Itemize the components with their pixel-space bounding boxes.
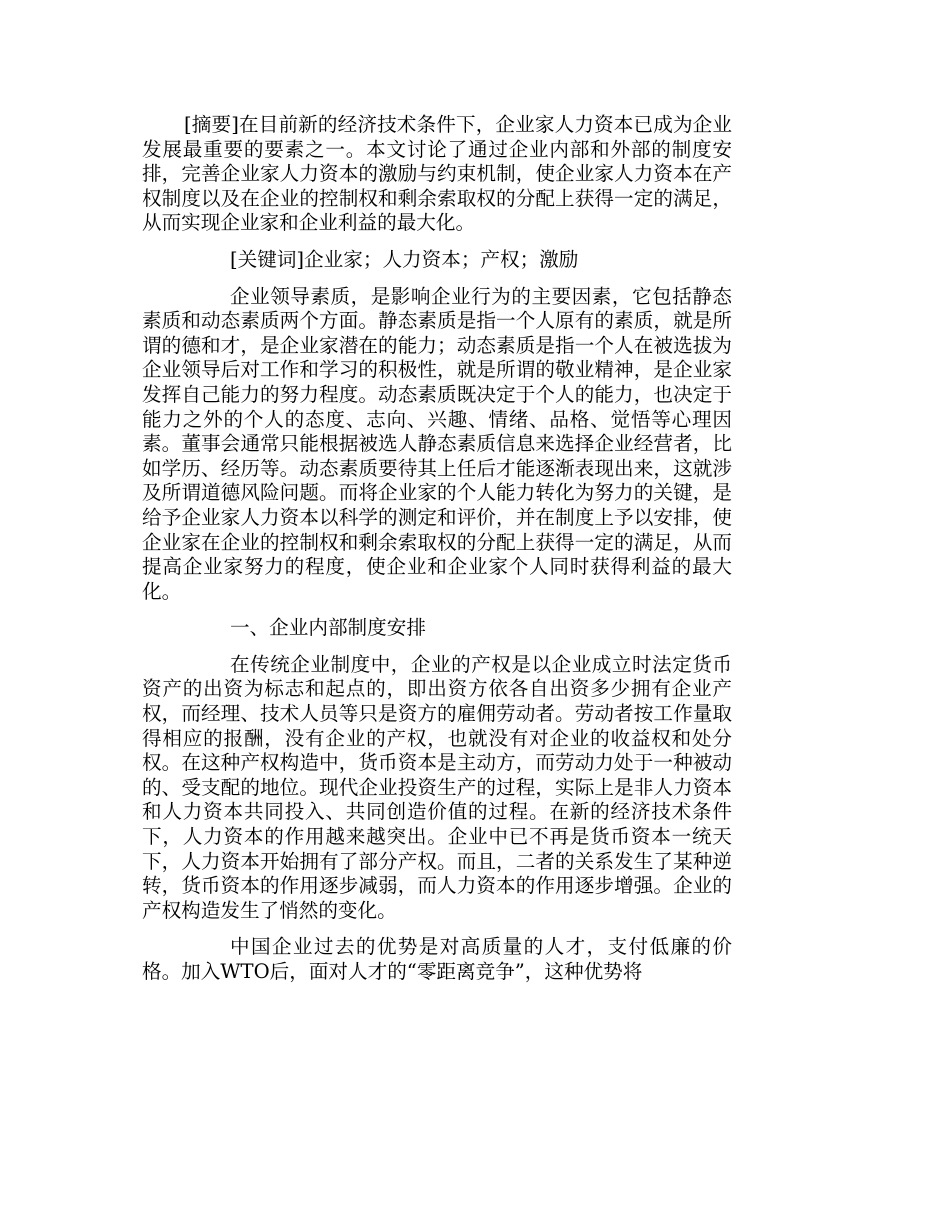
section-heading: 一、企业内部制度安排: [230, 616, 426, 640]
keywords-line: [关键词]企业家；人力资本；产权；激励: [230, 247, 579, 271]
abstract-paragraph: [摘要]在目前新的经济技术条件下，企业家人力资本已成为企业发展最重要的要素之一。本文讨论了通过企业内部和外部的制度安排，完善企业家人力资本的激励与约束机制，使企业家人力资本在产权制度以及在企业的控制权和剩余索取权的分配上获得一定的满足，从而实现企业家和企业利益的最大化。: [142, 113, 732, 235]
body-paragraph: 在传统企业制度中，企业的产权是以企业成立时法定货币资产的出资为标志和起点的，即出资方依各自出资多少拥有企业产权，而经理、技术人员等只是资方的雇佣劳动者。劳动者按工作量取得相应的报酬，没有企业的产权，也就没有对企业的收益权和处分权。在这种产权构造中，货币资本是主动方，而劳动力处于一种被动的、受支配的地位。现代企业投资生产的过程，实际上是非人力资本和人力资本共同投入、共同创造价值的过程。在新的经济技术条件下，人力资本的作用越来越突出。企业中已不再是货币资本一统天下，人力资本开始拥有了部分产权。而且，二者的关系发生了某种逆转，货币资本的作用逐步减弱，而人力资本的作用逐步增强。企业的产权构造发生了悄然的变化。: [142, 652, 732, 922]
body-paragraph: 中国企业过去的优势是对高质量的人才，支付低廉的价格。加入WTO后，面对人才的“零距离竞争”，这种优势将: [142, 935, 732, 983]
document-page: [142, 113, 732, 997]
body-paragraph: 企业领导素质，是影响企业行为的主要因素，它包括静态素质和动态素质两个方面。静态素质是指一个人原有的素质，就是所谓的德和才，是企业家潜在的能力；动态素质是指一个人在被选拔为企业领导后对工作和学习的积极性，就是所谓的敬业精神，是企业家发挥自己能力的努力程度。动态素质既决定于个人的能力，也决定于能力之外的个人的态度、志向、兴趣、情绪、品格、觉悟等心理因素。董事会通常只能根据被选人静态素质信息来选择企业经营者，比如学历、经历等。动态素质要待其上任后才能逐渐表现出来，这就涉及所谓道德风险问题。而将企业家的个人能力转化为努力的关键，是给予企业家人力资本以科学的测定和评价，并在制度上予以安排，使企业家在企业的控制权和剩余索取权的分配上获得一定的满足，从而提高企业家努力的程度，使企业和企业家个人同时获得利益的最大化。: [142, 284, 732, 603]
